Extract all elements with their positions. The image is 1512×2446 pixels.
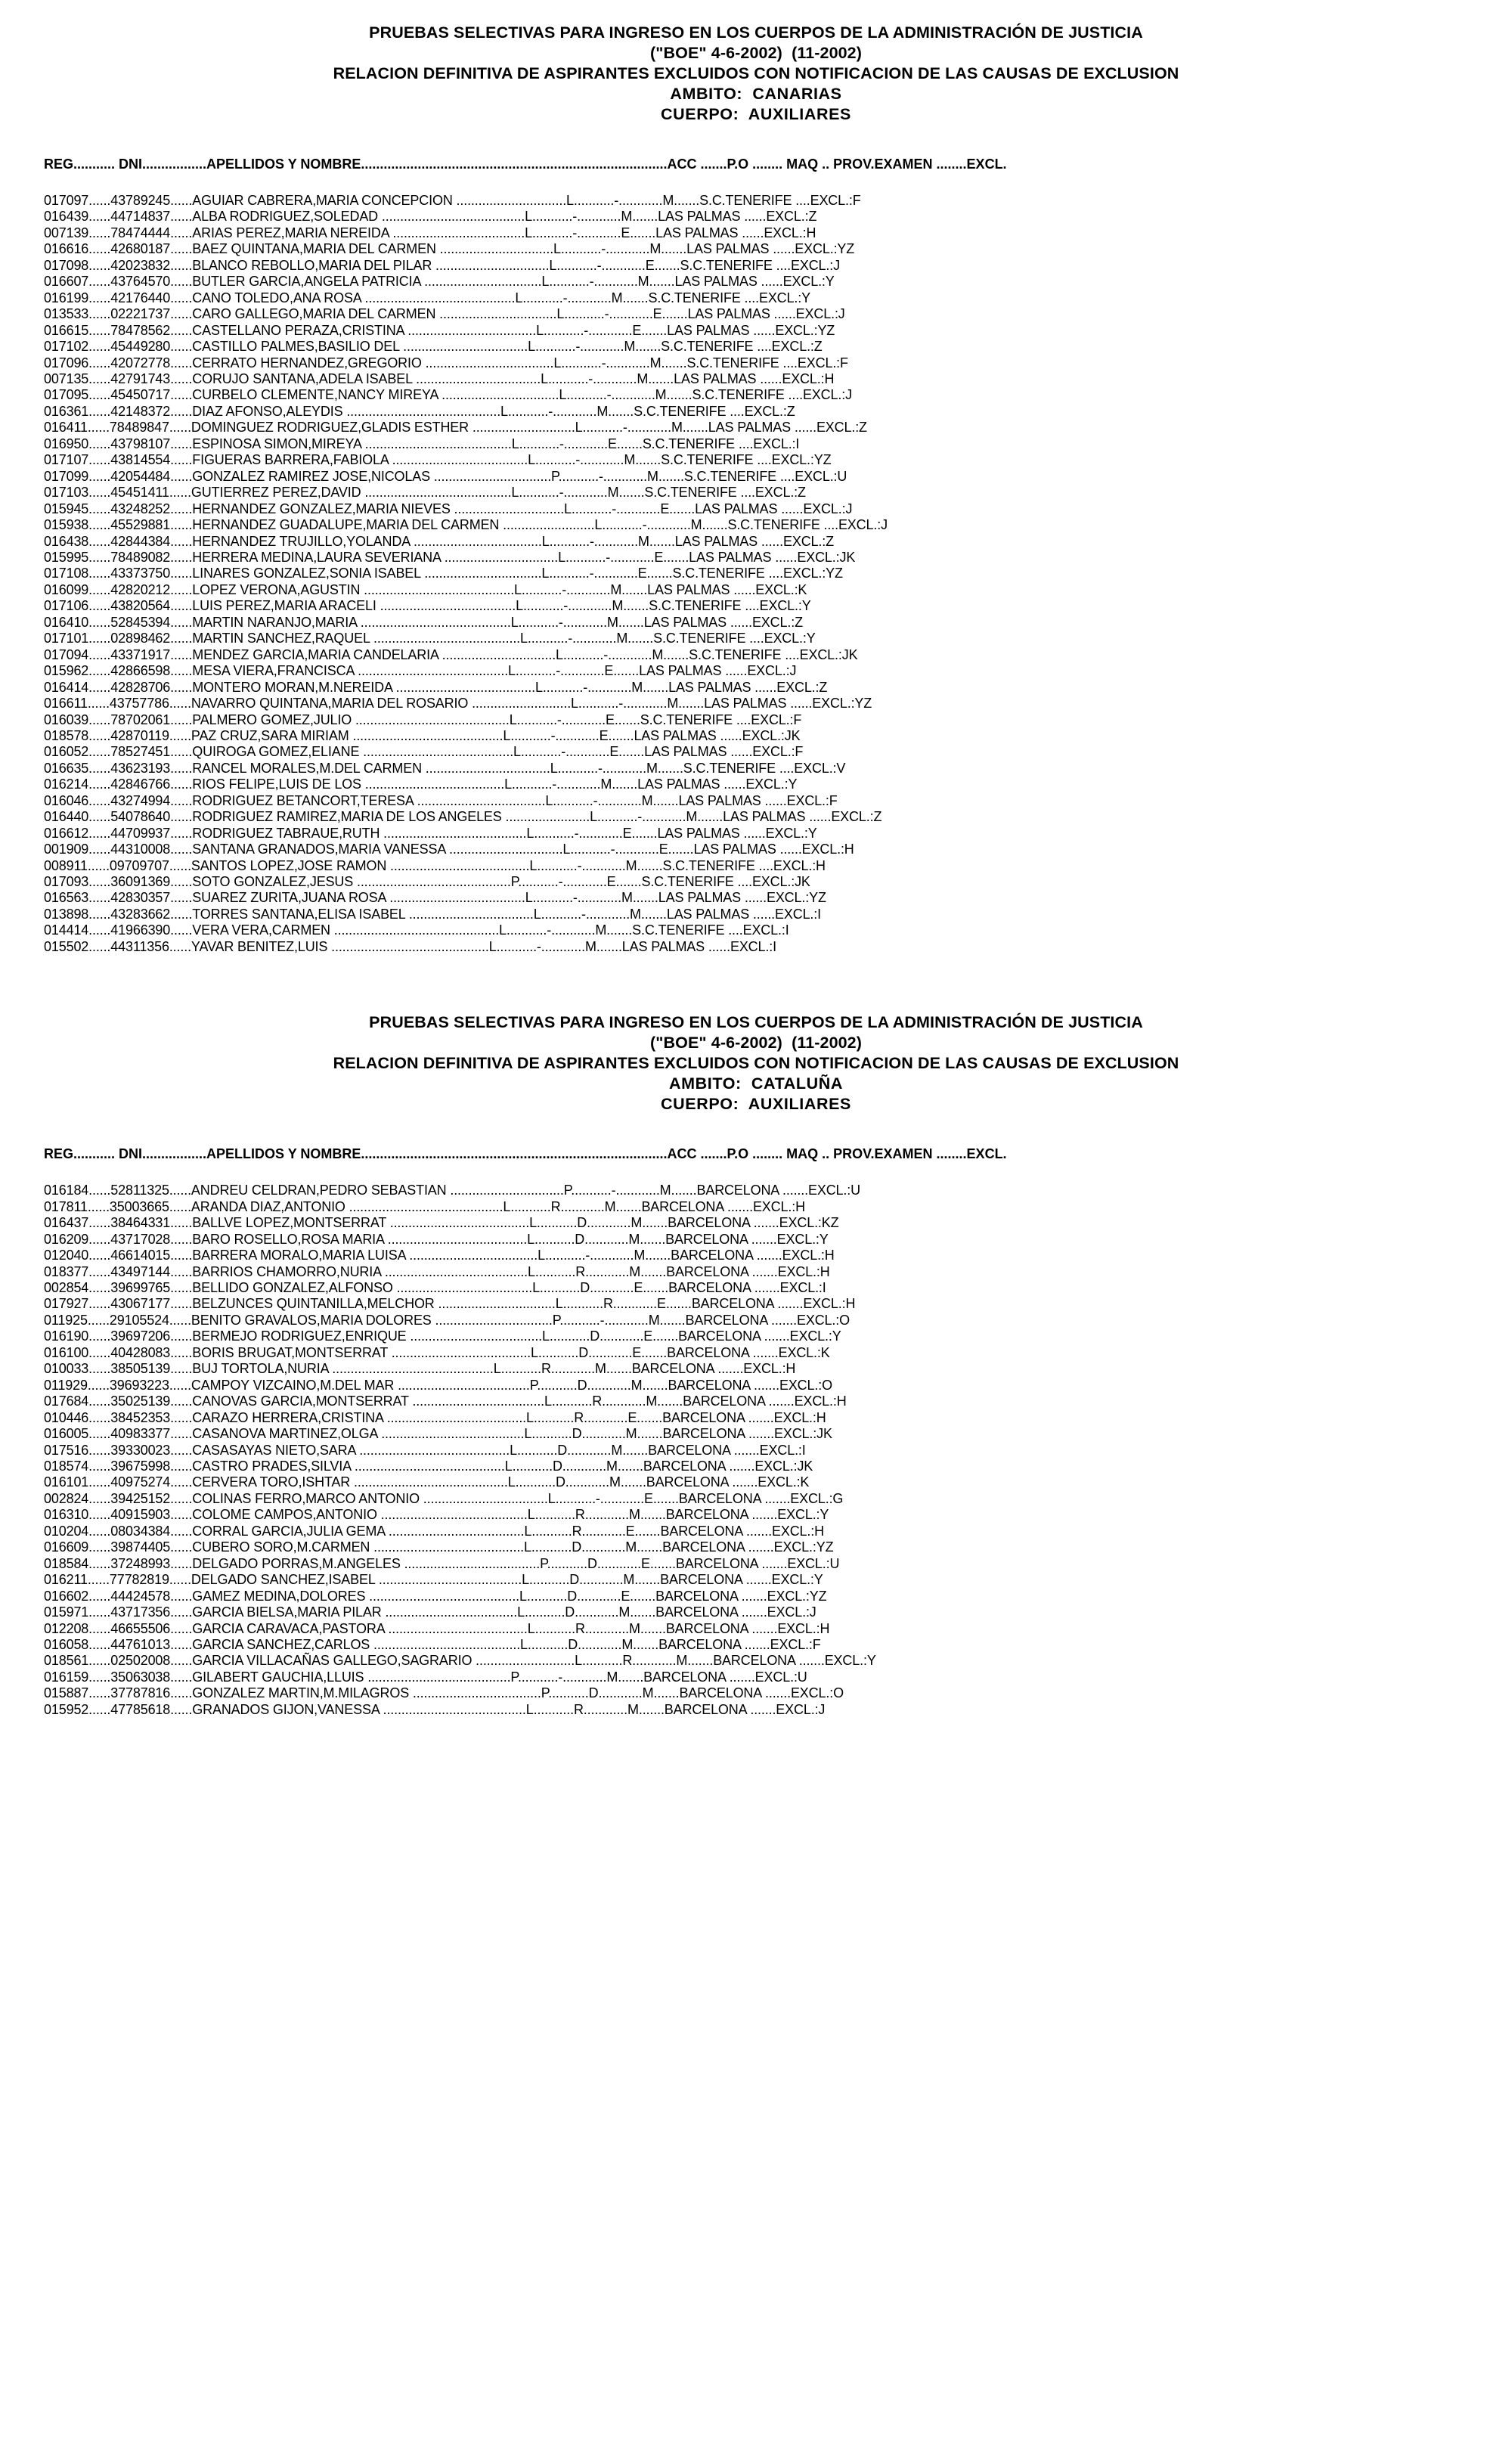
table-row: 016411......78489847......DOMINGUEZ RODRIGUEZ,GLADIS ESTHER ............................L...........-............M.......LAS PALMAS ......EXCL.:Z bbox=[44, 420, 867, 436]
table-row: 001909......44310008......SANTANA GRANADOS,MARIA VANESSA ...............................L...........-............E.......LAS PALMAS ......EXCL.:H bbox=[44, 842, 854, 857]
table-row: 016611......43757786......NAVARRO QUINTANA,MARIA DEL ROSARIO ...........................L...........-............M.......LAS PALMAS ......EXCL.:YZ bbox=[44, 696, 872, 711]
table-row: 015938......45529881......HERNANDEZ GUADALUPE,MARIA DEL CARMEN .........................L...........-............M.......S.C.TENERIFE ....EXCL.:J bbox=[44, 517, 888, 533]
table-row: 016439......44714837......ALBA RODRIGUEZ,SOLEDAD .......................................L...........-............M.......LAS PALMAS ......EXCL.:Z bbox=[44, 209, 817, 225]
table-row: 016039......78702061......PALMERO GOMEZ,JULIO ..........................................L...........-............E.......S.C.TENERIFE ....EXCL.:F bbox=[44, 711, 802, 727]
header-title-line3: RELACION DEFINITIVA DE ASPIRANTES EXCLUIDOS CON NOTIFICACION DE LAS CAUSAS DE EXCLUSION bbox=[333, 1054, 1179, 1073]
table-cataluna bbox=[23, 1146, 1489, 1718]
table-row: 007135......42791743......CORUJO SANTANA,ADELA ISABEL ..................................L...........-............M.......LAS PALMAS ......EXCL.:H bbox=[44, 370, 835, 386]
table-row: 012208......46655506......GARCIA CARAVACA,PASTORA ......................................L...........R............M.......BARCELONA .......EXCL.:H bbox=[44, 1620, 830, 1636]
table-row: 016609......39874405......CUBERO SORO,M.CARMEN .........................................L...........D............M.......BARCELONA .......EXCL.:YZ bbox=[44, 1539, 834, 1555]
table-row: 016005......40983377......CASANOVA MARTINEZ,OLGA .......................................L...........D............M.......BARCELONA .......EXCL.:JK bbox=[44, 1426, 832, 1442]
header-title-line2: ("BOE" 4-6-2002) (11-2002) bbox=[649, 1034, 863, 1052]
table-row: 018377......43497144......BARRIOS CHAMORRO,NURIA .......................................L...........R............M.......BARCELONA .......EXCL.:H bbox=[44, 1263, 830, 1279]
header-cuerpo: CUERPO: AUXILIARES bbox=[661, 1095, 851, 1114]
table-row: 017107......43814554......FIGUERAS BARRERA,FABIOLA .....................................L...........-............M.......S.C.TENERIFE ....EXCL.:YZ bbox=[44, 452, 832, 468]
header-ambito: AMBITO: CATALUÑA bbox=[669, 1074, 843, 1093]
table-row: 015962......42866598......MESA VIERA,FRANCISCA .........................................L...........-............E.......LAS PALMAS ......EXCL.:J bbox=[44, 663, 797, 679]
table-row: 017098......42023832......BLANCO REBOLLO,MARIA DEL PILAR ...............................L...........-............E.......S.C.TENERIFE ....EXCL.:J bbox=[44, 257, 840, 273]
table-row: 015995......78489082......HERRERA MEDINA,LAURA SEVERIANA ...............................L...........-............E.......LAS PALMAS ......EXCL.:JK bbox=[44, 549, 856, 565]
table-row: 017106......43820564......LUIS PEREZ,MARIA ARACELI .....................................L...........-............M.......S.C.TENERIFE ....EXCL.:Y bbox=[44, 598, 811, 614]
table-row: 015502......44311356......YAVAR BENITEZ,LUIS ...........................................L...........-............M.......LAS PALMAS ......EXCL.:I bbox=[44, 938, 776, 954]
table-row: 015971......43717356......GARCIA BIELSA,MARIA PILAR ....................................L...........D............M.......BARCELONA .......EXCL.:J bbox=[44, 1604, 816, 1620]
table-row: 016211......77782819......DELGADO SANCHEZ,ISABEL .......................................L...........D............M.......BARCELONA .......EXCL.:Y bbox=[44, 1572, 823, 1588]
table-row: 016101......40975274......CERVERA TORO,ISHTAR ..........................................L...........D............M.......BARCELONA .......EXCL.:K bbox=[44, 1474, 810, 1490]
header-title-line2: ("BOE" 4-6-2002) (11-2002) bbox=[649, 44, 863, 62]
header-title-line1: PRUEBAS SELECTIVAS PARA INGRESO EN LOS CUERPOS DE LA ADMINISTRACIÓN DE JUSTICIA bbox=[369, 23, 1143, 42]
table-row: 017102......45449280......CASTILLO PALMES,BASILIO DEL ..................................L...........-............M.......S.C.TENERIFE ....EXCL.:Z bbox=[44, 339, 823, 355]
table-row: 017108......43373750......LINARES GONZALEZ,SONIA ISABEL ................................L...........-............E.......S.C.TENERIFE ....EXCL.:YZ bbox=[44, 566, 843, 581]
table-row: 016438......42844384......HERNANDEZ TRUJILLO,YOLANDA ...................................L...........-............M.......LAS PALMAS ......EXCL.:Z bbox=[44, 533, 834, 549]
table-row: 017099......42054484......GONZALEZ RAMIREZ JOSE,NICOLAS ................................P...........-............M.......S.C.TENERIFE ....EXCL.:U bbox=[44, 468, 847, 484]
table-row: 016100......40428083......BORIS BRUGAT,MONTSERRAT ......................................L...........D............E.......BARCELONA .......EXCL.:K bbox=[44, 1344, 830, 1360]
table-row: 016058......44761013......GARCIA SANCHEZ,CARLOS ........................................L...........D............M.......BARCELONA .......EXCL.:F bbox=[44, 1636, 821, 1652]
listing-section-canarias bbox=[0, 0, 1512, 955]
table-row: 017093......36091369......SOTO GONZALEZ,JESUS ..........................................P...........-............E.......S.C.TENERIFE ....EXCL.:JK bbox=[44, 874, 810, 890]
table-row: 010446......38452353......CARAZO HERRERA,CRISTINA ......................................L...........R............E.......BARCELONA .......EXCL.:H bbox=[44, 1409, 826, 1425]
table-row: 015945......43248252......HERNANDEZ GONZALEZ,MARIA NIEVES ..............................L...........-............E.......LAS PALMAS ......EXCL.:J bbox=[44, 501, 853, 516]
table-row: 016184......52811325......ANDREU CELDRAN,PEDRO SEBASTIAN ...............................P...........-............M.......BARCELONA .......EXCL.:U bbox=[44, 1183, 860, 1198]
table-row: 013898......43283662......TORRES SANTANA,ELISA ISABEL ..................................L...........-............M.......LAS PALMAS ......EXCL.:I bbox=[44, 906, 821, 922]
listing-section-cataluna bbox=[0, 955, 1512, 1718]
table-row: 016361......42148372......DIAZ AFONSO,ALEYDIS ..........................................L...........-............M.......S.C.TENERIFE ....EXCL.:Z bbox=[44, 403, 795, 419]
table-row: 018578......42870119......PAZ CRUZ,SARA MIRIAM .........................................L...........-............E.......LAS PALMAS ......EXCL.:JK bbox=[44, 727, 801, 743]
table-row: 016159......35063038......GILABERT GAUCHIA,LLUIS .......................................P...........-............M.......BARCELONA .......EXCL.:U bbox=[44, 1669, 807, 1685]
table-row: 016052......78527451......QUIROGA GOMEZ,ELIANE .........................................L...........-............E.......LAS PALMAS ......EXCL.:F bbox=[44, 744, 804, 760]
table-row: 016414......42828706......MONTERO MORAN,M.NEREIDA ......................................L...........-............M.......LAS PALMAS ......EXCL.:Z bbox=[44, 679, 828, 695]
table-row: 016635......43623193......RANCEL MORALES,M.DEL CARMEN ..................................L...........-............M.......S.C.TENERIFE ....EXCL.:V bbox=[44, 760, 846, 776]
table-column-headers: REG........... DNI.................APELLIDOS Y NOMBRE.................................................................................ACC .......P.O ........ MAQ .. PROV.EXAMEN ........EXCL. bbox=[44, 157, 1007, 172]
header-ambito: AMBITO: CANARIAS bbox=[670, 85, 842, 103]
table-canarias bbox=[23, 157, 1489, 955]
table-row: 015887......37787816......GONZALEZ MARTIN,M.MILAGROS ...................................P...........D............M.......BARCELONA .......EXCL.:O bbox=[44, 1685, 844, 1701]
table-row: 010204......08034384......CORRAL GARCIA,JULIA GEMA .....................................L...........R............E.......BARCELONA .......EXCL.:H bbox=[44, 1523, 824, 1539]
header-title-line1: PRUEBAS SELECTIVAS PARA INGRESO EN LOS CUERPOS DE LA ADMINISTRACIÓN DE JUSTICIA bbox=[369, 1013, 1143, 1032]
header-title-line3: RELACION DEFINITIVA DE ASPIRANTES EXCLUIDOS CON NOTIFICACION DE LAS CAUSAS DE EXCLUSION bbox=[333, 64, 1179, 82]
table-row: 016615......78478562......CASTELLANO PERAZA,CRISTINA ...................................L...........-............E.......LAS PALMAS ......EXCL.:YZ bbox=[44, 322, 835, 338]
header-cuerpo: CUERPO: AUXILIARES bbox=[661, 105, 851, 123]
table-row: 011925......29105524......BENITO GRAVALOS,MARIA DOLORES ................................P...........-............M.......BARCELONA .......EXCL.:O bbox=[44, 1312, 850, 1328]
table-row: 016410......52845394......MARTIN NARANJO,MARIA .........................................L...........-............M.......LAS PALMAS ......EXCL.:Z bbox=[44, 614, 803, 630]
table-row: 016310......40915903......COLOME CAMPOS,ANTONIO ........................................L...........R............M.......BARCELONA .......EXCL.:Y bbox=[44, 1507, 829, 1523]
table-row: 016214......42846766......RIOS FELIPE,LUIS DE LOS ......................................L...........-............M.......LAS PALMAS ......EXCL.:Y bbox=[44, 777, 798, 792]
table-row: 002854......39699765......BELLIDO GONZALEZ,ALFONSO .....................................L...........D............E.......BARCELONA .......EXCL.:I bbox=[44, 1280, 826, 1296]
table-row: 017811......35003665......ARANDA DIAZ,ANTONIO ..........................................L...........R............M.......BARCELONA .......EXCL.:H bbox=[44, 1198, 805, 1214]
table-row: 016616......42680187......BAEZ QUINTANA,MARIA DEL CARMEN ...............................L...........-............M.......LAS PALMAS ......EXCL.:YZ bbox=[44, 241, 855, 257]
table-row: 016950......43798107......ESPINOSA SIMON,MIREYA ........................................L...........-............E.......S.C.TENERIFE ....EXCL.:I bbox=[44, 436, 800, 451]
table-row: 016602......44424578......GAMEZ MEDINA,DOLORES .........................................L...........D............E.......BARCELONA .......EXCL.:YZ bbox=[44, 1588, 827, 1604]
table-row: 010033......38505139......BUJ TORTOLA,NURIA ............................................L...........R............M.......BARCELONA .......EXCL.:H bbox=[44, 1361, 796, 1377]
table-row: 017927......43067177......BELZUNCES QUINTANILLA,MELCHOR ................................L...........R............E.......BARCELONA .......EXCL.:H bbox=[44, 1296, 856, 1312]
table-row: 017095......45450717......CURBELO CLEMENTE,NANCY MIREYA ................................L...........-............M.......S.C.TENERIFE ....EXCL.:J bbox=[44, 387, 852, 403]
table-row: 017101......02898462......MARTIN SANCHEZ,RAQUEL ........................................L...........-............M.......S.C.TENERIFE ....EXCL.:Y bbox=[44, 631, 816, 646]
table-row: 015952......47785618......GRANADOS GIJON,VANESSA .......................................L...........R............M.......BARCELONA .......EXCL.:J bbox=[44, 1701, 826, 1717]
table-body bbox=[44, 1183, 1489, 1718]
table-row: 017684......35025139......CANOVAS GARCIA,MONTSERRAT ....................................L...........R............M.......BARCELONA .......EXCL.:H bbox=[44, 1394, 847, 1409]
table-row: 016612......44709937......RODRIGUEZ TABRAUE,RUTH .......................................L...........-............E.......LAS PALMAS ......EXCL.:Y bbox=[44, 825, 817, 841]
table-row: 016563......42830357......SUAREZ ZURITA,JUANA ROSA .....................................L...........-............M.......LAS PALMAS ......EXCL.:YZ bbox=[44, 890, 826, 906]
table-row: 016607......43764570......BUTLER GARCIA,ANGELA PATRICIA ................................L...........-............M.......LAS PALMAS ......EXCL.:Y bbox=[44, 274, 835, 290]
table-row: 013533......02221737......CARO GALLEGO,MARIA DEL CARMEN ................................L...........-............E.......LAS PALMAS ......EXCL.:J bbox=[44, 306, 845, 322]
table-row: 012040......46614015......BARRERA MORALO,MARIA LUISA ...................................L...........-............M.......BARCELONA .......EXCL.:H bbox=[44, 1248, 835, 1263]
table-row: 017094......43371917......MENDEZ GARCIA,MARIA CANDELARIA ...............................L...........-............M.......S.C.TENERIFE ....EXCL.:JK bbox=[44, 646, 858, 662]
table-row: 016437......38464331......BALLVE LOPEZ,MONTSERRAT ......................................L...........D............M.......BARCELONA .......EXCL.:KZ bbox=[44, 1215, 839, 1231]
table-row: 017516......39330023......CASASAYAS NIETO,SARA .........................................L...........D............M.......BARCELONA .......EXCL.:I bbox=[44, 1442, 806, 1458]
section-header-cataluna bbox=[0, 1012, 1512, 1114]
table-row: 017097......43789245......AGUIAR CABRERA,MARIA CONCEPCION ..............................L...........-............M.......S.C.TENERIFE ....EXCL.:F bbox=[44, 193, 861, 208]
table-row: 008911......09709707......SANTOS LOPEZ,JOSE RAMON ......................................L...........-............M.......S.C.TENERIFE ....EXCL.:H bbox=[44, 857, 826, 873]
table-row: 016190......39697206......BERMEJO RODRIGUEZ,ENRIQUE ....................................L...........D............E.......BARCELONA .......EXCL.:Y bbox=[44, 1328, 841, 1344]
section-header-canarias bbox=[0, 23, 1512, 125]
table-row: 011929......39693223......CAMPOY VIZCAINO,M.DEL MAR ....................................P...........D............M.......BARCELONA .......EXCL.:O bbox=[44, 1377, 832, 1393]
table-row: 016046......43274994......RODRIGUEZ BETANCORT,TERESA ...................................L...........-............M.......LAS PALMAS ......EXCL.:F bbox=[44, 792, 838, 808]
table-row: 018574......39675998......CASTRO PRADES,SILVIA .........................................L...........D............M.......BARCELONA .......EXCL.:JK bbox=[44, 1459, 813, 1474]
table-row: 016440......54078640......RODRIGUEZ RAMIREZ,MARIA DE LOS ANGELES .......................L...........-............M.......LAS PALMAS ......EXCL.:Z bbox=[44, 809, 882, 825]
table-row: 018584......37248993......DELGADO PORRAS,M.ANGELES .....................................P...........D............E.......BARCELONA .......EXCL.:U bbox=[44, 1555, 840, 1571]
table-row: 007139......78474444......ARIAS PEREZ,MARIA NEREIDA ....................................L...........-............E.......LAS PALMAS ......EXCL.:H bbox=[44, 225, 816, 240]
table-row: 017103......45451411......GUTIERREZ PEREZ,DAVID ........................................L...........-............M.......S.C.TENERIFE ....EXCL.:Z bbox=[44, 485, 806, 501]
table-body bbox=[44, 193, 1489, 955]
table-row: 002824......39425152......COLINAS FERRO,MARCO ANTONIO ..................................L...........-............E.......BARCELONA .......EXCL.:G bbox=[44, 1490, 844, 1506]
table-row: 016199......42176440......CANO TOLEDO,ANA ROSA .........................................L...........-............M.......S.C.TENERIFE ....EXCL.:Y bbox=[44, 290, 810, 305]
table-row: 014414......41966390......VERA VERA,CARMEN .............................................L...........-............M.......S.C.TENERIFE ....EXCL.:I bbox=[44, 922, 789, 938]
table-row: 016099......42820212......LOPEZ VERONA,AGUSTIN .........................................L...........-............M.......LAS PALMAS ......EXCL.:K bbox=[44, 581, 807, 597]
table-row: 016209......43717028......BARO ROSELLO,ROSA MARIA ......................................L...........D............M.......BARCELONA .......EXCL.:Y bbox=[44, 1231, 829, 1247]
table-row: 018561......02502008......GARCIA VILLACAÑAS GALLEGO,SAGRARIO ...........................L...........R............M.......BARCELONA .......EXCL.:Y bbox=[44, 1653, 876, 1669]
table-column-headers: REG........... DNI.................APELLIDOS Y NOMBRE.................................................................................ACC .......P.O ........ MAQ .. PROV.EXAMEN ........EXCL. bbox=[44, 1146, 1007, 1162]
table-row: 017096......42072778......CERRATO HERNANDEZ,GREGORIO ...................................L...........-............M.......S.C.TENERIFE ....EXCL.:F bbox=[44, 355, 848, 370]
